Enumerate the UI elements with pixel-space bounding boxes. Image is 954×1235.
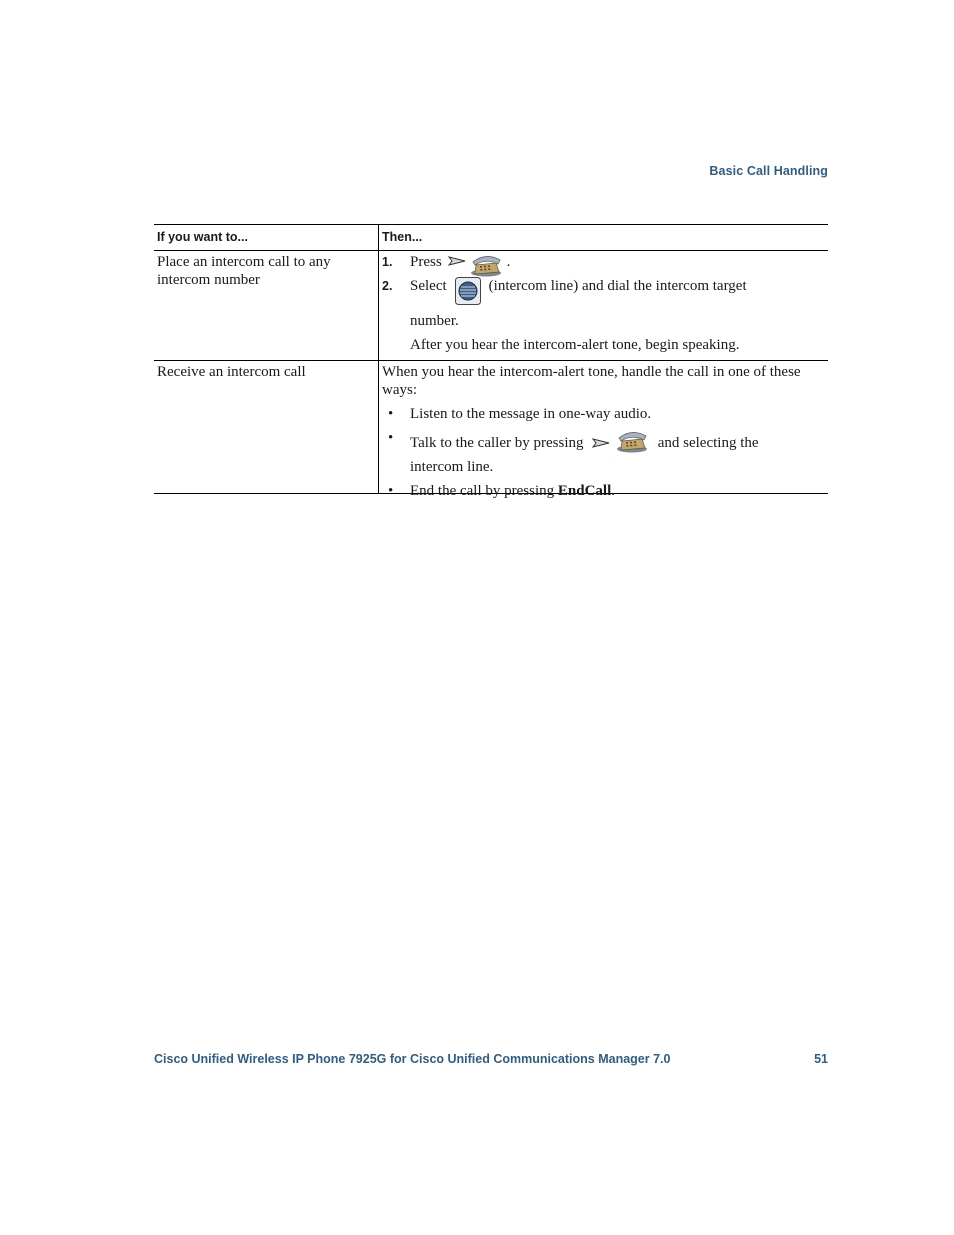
row1-action: Place an intercom call to any intercom number bbox=[154, 251, 379, 360]
step-2-continuation: number. bbox=[410, 313, 459, 329]
bullet-marker: • bbox=[388, 483, 394, 499]
section-header: Basic Call Handling bbox=[709, 164, 828, 178]
row2-content bbox=[379, 361, 828, 499]
step-1-end: . bbox=[506, 254, 511, 270]
bullet-2 bbox=[382, 429, 825, 476]
bullet-3-pre: End the call by pressing bbox=[410, 483, 555, 499]
footer-title: Cisco Unified Wireless IP Phone 7925G for Cisco Unified Communications Manager 7.0 bbox=[154, 1052, 671, 1066]
bullet-2-pre: Talk to the caller by pressing bbox=[410, 434, 584, 451]
step-2-number: 2. bbox=[382, 279, 393, 293]
send-arrow-icon bbox=[448, 253, 466, 271]
row2-intro: When you hear the intercom-alert tone, handle the call in one of these ways: bbox=[382, 364, 801, 398]
row2-action: Receive an intercom call bbox=[154, 361, 379, 493]
bullet-3 bbox=[382, 482, 825, 500]
col1-header: If you want to... bbox=[154, 225, 379, 250]
step-2 bbox=[382, 277, 825, 312]
row1-note: After you hear the intercom-alert tone, begin speaking. bbox=[410, 337, 740, 353]
bullet-2-cont: intercom line. bbox=[410, 459, 494, 475]
send-arrow-icon bbox=[592, 435, 610, 453]
bullet-marker: • bbox=[388, 430, 394, 446]
row1-steps bbox=[379, 251, 828, 360]
table-row bbox=[154, 250, 828, 360]
phone-icon bbox=[614, 429, 650, 458]
step-1 bbox=[382, 253, 825, 277]
bullet-1 bbox=[382, 405, 825, 423]
table-row bbox=[154, 360, 828, 499]
bullet-marker: • bbox=[388, 406, 394, 422]
bullet-3-post: . bbox=[611, 483, 615, 499]
step-2-rest: (intercom line) and dial the intercom target bbox=[488, 278, 747, 294]
page-number: 51 bbox=[814, 1052, 828, 1066]
intercom-table bbox=[154, 224, 828, 499]
step-1-text: Press bbox=[410, 254, 442, 270]
col2-header: Then... bbox=[382, 230, 423, 244]
table-header-row bbox=[154, 225, 828, 250]
intercom-line-icon bbox=[455, 277, 481, 310]
step-2-text: Select bbox=[410, 278, 447, 294]
step-1-number: 1. bbox=[382, 255, 393, 269]
bullet-1-text: Listen to the message in one-way audio. bbox=[410, 406, 652, 422]
bullet-2-post: and selecting the bbox=[657, 434, 759, 451]
endcall-softkey-label: EndCall bbox=[557, 483, 612, 499]
